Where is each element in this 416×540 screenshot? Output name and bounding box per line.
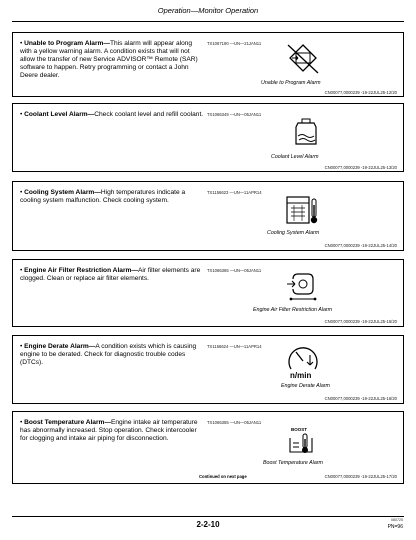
alarm-description: • Engine Derate Alarm—A condition exists which is causing engine to be derated. Check for diagnostic trouble codes (DTCs). [20, 343, 197, 366]
figure-code: TX1066365 —UN—05JAN11 [207, 268, 262, 273]
alarm-caption: Coolant Level Alarm [271, 154, 319, 160]
figure-code: TX1156623 —UN—11APR14 [207, 190, 262, 195]
coolant-level-icon [289, 117, 323, 151]
page-header [12, 0, 404, 22]
cn-code: CN00077,0000239 -19-22JUL25-12/20 [324, 90, 397, 95]
alarm-title: Engine Air Filter Restriction Alarm— [24, 267, 138, 274]
cn-code: CN00077,0000239 -19-22JUL25-13/20 [324, 165, 397, 170]
alarm-caption: Engine Derate Alarm [281, 383, 330, 389]
alarm-body: Air filter elements are clogged. Clean or replace air filter elements. [20, 267, 201, 282]
cooling-system-icon [283, 193, 321, 227]
figure-code: TX1156624 —UN—11APR14 [207, 344, 262, 349]
alarm-caption: Unable to Program Alarm [261, 80, 321, 86]
alarm-title: Cooling System Alarm— [24, 189, 101, 196]
alarm-body: Engine intake air temperature has abnormally increased. Stop operation. Check intercooler for clogging and intake air piping for disconnection. [20, 419, 198, 442]
alarm-box-coolant-level [12, 103, 404, 172]
alarm-box-boost-temperature [12, 411, 404, 484]
page-header-title: Operation—Monitor Operation [157, 6, 259, 15]
alarm-body: Check coolant level and refill coolant. [94, 111, 204, 118]
alarm-title: Coolant Level Alarm— [24, 111, 95, 118]
air-filter-icon [285, 270, 319, 304]
figure-code: TX1067190 —UN—21JAN11 [207, 41, 262, 46]
alarm-body: This alarm will appear along with a yellow warning alarm. A condition exists that will not allow the transfer of new Service ADVISOR™ Remote (SAR) software to happen. Retry programming or contact a John Deere dealer. [20, 40, 198, 79]
boost-label: BOOST [291, 427, 308, 432]
engine-derate-icon [285, 343, 321, 373]
alarm-box-cooling-system [12, 181, 404, 251]
boost-temperature-icon [287, 432, 315, 458]
alarm-description: • Cooling System Alarm—High temperatures indicate a cooling system malfunction. Check cooling system. [20, 189, 186, 204]
alarm-description: • Engine Air Filter Restriction Alarm—Air filter elements are clogged. Clean or replace air filter elements. [20, 267, 201, 282]
cn-code: CN00077,0000239 -19-22JUL25-17/20 [324, 474, 397, 479]
footer-rule [12, 516, 404, 517]
cn-code: CN00077,0000239 -19-22JUL25-14/20 [324, 243, 397, 248]
alarm-title: Engine Derate Alarm— [24, 343, 96, 350]
alarm-caption: Engine Air Filter Restriction Alarm [253, 307, 333, 313]
alarm-description: • Unable to Program Alarm—This alarm will appear along with a yellow warning alarm. A condition exists that will not allow the transfer of new Service ADVISOR™ Remote (SAR) software to happen. Retry programming or contact a John Deere dealer. [20, 40, 198, 79]
figure-code: TX1066355 —UN—05JAN11 [207, 420, 262, 425]
page-code: PN=96 [387, 524, 403, 530]
alarm-box-unable-to-program [12, 32, 404, 97]
alarm-title: Boost Temperature Alarm— [24, 419, 111, 426]
alarm-description: • Boost Temperature Alarm—Engine intake air temperature has abnormally increased. Stop operation. Check intercooler for clogging and intake air piping for disconnection. [20, 419, 198, 442]
cn-code: CN00077,0000239 -19-22JUL25-16/20 [324, 396, 397, 401]
continued-note: Continued on next page [199, 474, 247, 479]
alarm-description: • Coolant Level Alarm—Check coolant level and refill coolant. [20, 111, 204, 118]
engine-speed-unit: n/min [290, 371, 312, 380]
figure-code: TX1066349 —UN—05JAN11 [207, 112, 262, 117]
alarm-title: Unable to Program Alarm— [24, 40, 110, 47]
alarm-caption: Cooling System Alarm [267, 230, 320, 236]
alarm-body: A condition exists which is causing engine to be derated. Check for diagnostic trouble codes (DTCs). [20, 343, 197, 366]
page-number: 2-2-10 [196, 520, 220, 529]
alarm-caption: Boost Temperature Alarm [263, 460, 323, 466]
page-date-code: 080725 [391, 518, 403, 522]
alarm-box-engine-derate [12, 335, 404, 404]
unable-to-program-icon [283, 42, 323, 76]
cn-code: CN00077,0000239 -19-22JUL25-15/20 [324, 319, 397, 324]
alarm-body: High temperatures indicate a cooling system malfunction. Check cooling system. [20, 189, 186, 204]
alarm-box-air-filter [12, 259, 404, 327]
